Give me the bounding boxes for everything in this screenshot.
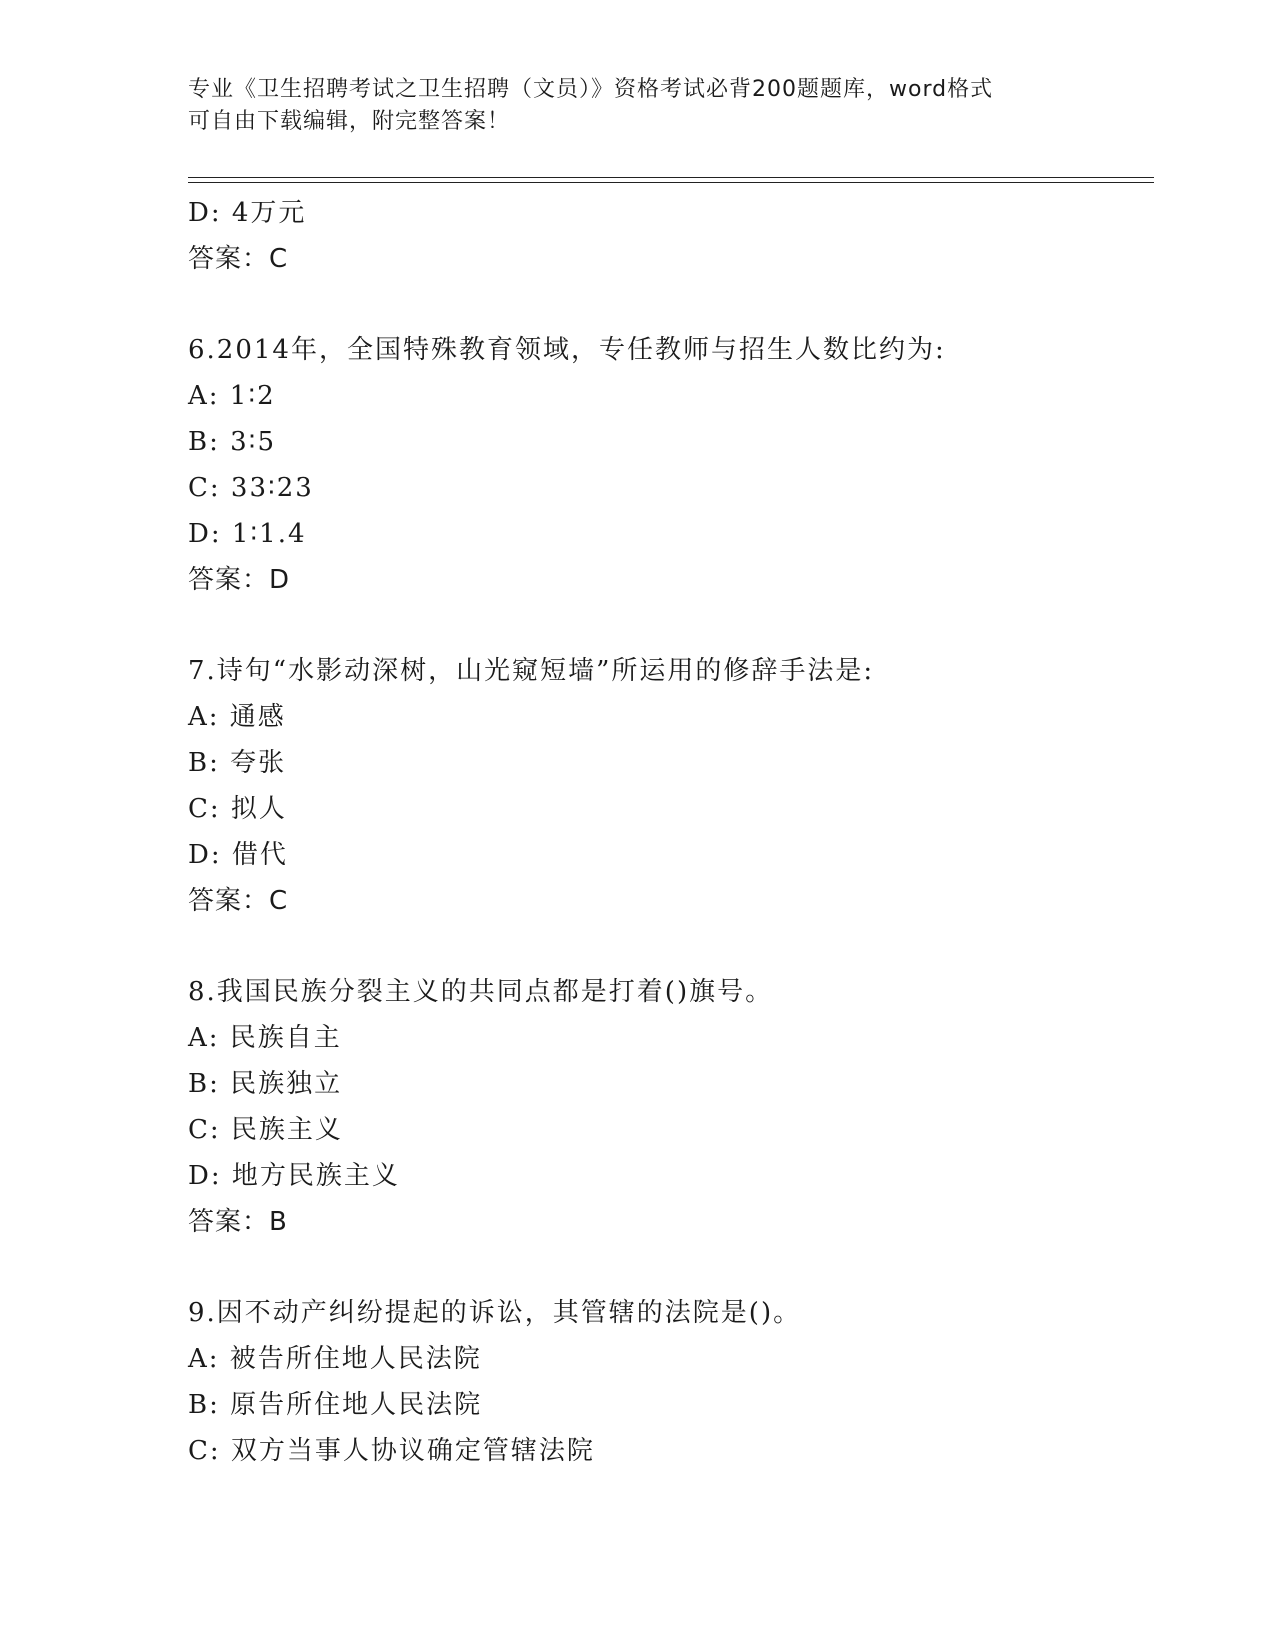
q9-option-c: C: 双方当事人协议确定管辖法院 (188, 1436, 595, 1466)
q5-answer: 答案：C (188, 244, 289, 274)
q7-answer: 答案：C (188, 886, 289, 916)
q6-option-d: D: 1∶1.4 (188, 519, 307, 549)
spacer (188, 282, 1148, 327)
q9-question: 9.因不动产纠纷提起的诉讼，其管辖的法院是()。 (188, 1298, 802, 1328)
q8-answer: 答案：B (188, 1207, 288, 1237)
question-6 (188, 327, 1148, 603)
header-divider-top (188, 177, 1154, 178)
q6-option-b: B: 3∶5 (188, 427, 276, 457)
document-header (188, 74, 1088, 138)
question-8 (188, 969, 1148, 1245)
q9-option-a: A: 被告所住地人民法院 (188, 1344, 482, 1374)
q5-option-d: D: 4万元 (188, 198, 307, 228)
q8-option-b: B: 民族独立 (188, 1069, 343, 1099)
question-9 (188, 1290, 1148, 1474)
q6-answer: 答案：D (188, 565, 291, 595)
q7-option-c: C: 拟人 (188, 794, 287, 824)
header-title-line-1: 专业《卫生招聘考试之卫生招聘（文员）》资格考试必背200题题库，word格式 (188, 77, 994, 102)
header-divider-bottom (188, 182, 1154, 183)
q8-option-c: C: 民族主义 (188, 1115, 343, 1145)
question-5-tail (188, 190, 1148, 282)
q8-question: 8.我国民族分裂主义的共同点都是打着()旗号。 (188, 977, 774, 1007)
q8-option-d: D: 地方民族主义 (188, 1161, 400, 1191)
spacer (188, 603, 1148, 648)
spacer (188, 924, 1148, 969)
q9-option-b: B: 原告所住地人民法院 (188, 1390, 483, 1420)
q7-option-a: A: 通感 (188, 702, 286, 732)
question-7 (188, 648, 1148, 924)
header-title-line-2: 可自由下载编辑，附完整答案！ (188, 109, 511, 134)
question-list (188, 190, 1148, 1474)
q8-option-a: A: 民族自主 (188, 1023, 342, 1053)
q7-option-b: B: 夸张 (188, 748, 287, 778)
q7-option-d: D: 借代 (188, 840, 288, 870)
q6-option-c: C: 33∶23 (188, 473, 314, 503)
spacer (188, 1245, 1148, 1290)
q6-question: 6.2014年，全国特殊教育领域，专任教师与招生人数比约为: (188, 335, 946, 365)
q7-question: 7.诗句“水影动深树，山光窥短墙”所运用的修辞手法是: (188, 656, 875, 686)
q6-option-a: A: 1∶2 (188, 381, 276, 411)
